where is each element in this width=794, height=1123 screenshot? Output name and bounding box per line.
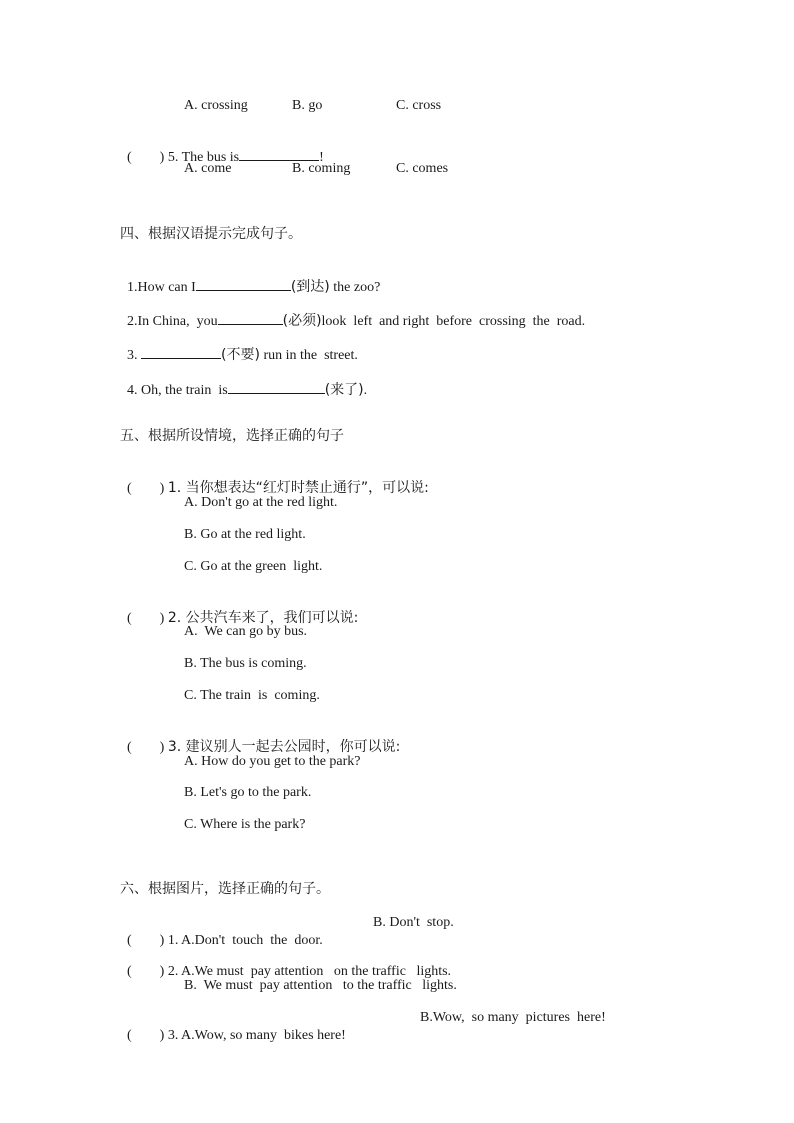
s5-q3-option-c: C. Where is the park? (184, 817, 306, 832)
s5-q2-option-a: A. We can go by bus. (184, 624, 308, 639)
section-5-title: 五、根据所设情境，选择正确的句子 (120, 428, 344, 444)
s5-q1-option-b: B. Go at the red light. (184, 527, 306, 542)
q5-option-b: B. coming (292, 161, 351, 176)
answer-paren[interactable]: ( ) (127, 611, 165, 626)
item-text: . (363, 383, 368, 398)
answer-paren[interactable]: ( ) (127, 933, 165, 948)
item-text: 1.How can I (127, 280, 196, 295)
s4-item-4 (120, 362, 367, 400)
option-a: 2. A.We must pay attention on the traffic lights. (167, 964, 452, 979)
question-text: 1. 当你想表达“红灯时禁止通行”，可以说: (167, 480, 429, 496)
q4-option-c: C. cross (396, 98, 442, 113)
s5-q1-option-c: C. Go at the green light. (184, 559, 323, 574)
s5-q2-option-c: C. The train is coming. (184, 688, 320, 703)
question-text: 2. 公共汽车来了，我们可以说: (167, 610, 359, 626)
q4-option-b: B. go (292, 98, 323, 113)
s4-item-2 (120, 293, 585, 331)
item-text: 2.In China, you (127, 314, 218, 329)
answer-paren[interactable]: ( ) (127, 964, 165, 979)
s6-q3 (120, 1009, 346, 1045)
hint: (不要) (221, 347, 260, 363)
item-text: 4. Oh, the train is (127, 383, 228, 398)
section-6-title: 六、根据图片，选择正确的句子。 (120, 881, 330, 897)
s5-q3-option-a: A. How do you get to the park? (184, 754, 361, 769)
fill-blank[interactable] (218, 311, 283, 325)
section-4-title: 四、根据汉语提示完成句子。 (120, 226, 302, 242)
item-text: 3. (127, 348, 141, 363)
item-text: the zoo? (329, 280, 381, 295)
fill-blank[interactable] (239, 147, 319, 161)
s5-q3-stem (120, 720, 400, 757)
option-a: 3. A.Wow, so many bikes here! (167, 1028, 346, 1043)
question-text: 3. 建议别人一起去公园时，你可以说: (167, 739, 401, 755)
option-a: 1. A.Don't touch the door. (167, 933, 323, 948)
fill-blank[interactable] (228, 380, 325, 394)
fill-blank[interactable] (196, 277, 291, 291)
s6-q2-option-b: B. We must pay attention to the traffic lights. (184, 978, 457, 993)
s5-q1-option-a: A. Don't go at the red light. (184, 495, 338, 510)
s4-item-3 (120, 327, 358, 365)
hint: (来了) (324, 382, 364, 398)
q5-end: ! (319, 150, 324, 165)
fill-blank[interactable] (141, 345, 221, 359)
q5-number: 5. (167, 150, 179, 165)
answer-paren[interactable]: ( ) (127, 150, 165, 165)
q5-option-a: A. come (184, 161, 232, 176)
q5-option-c: C. comes (396, 161, 449, 176)
item-text: look left and right before crossing the road. (321, 314, 586, 329)
hint: (必须) (282, 313, 322, 329)
s6-q2 (120, 945, 451, 981)
hint: (到达) (290, 279, 330, 295)
q4-option-a: A. crossing (184, 98, 248, 113)
s6-q3-option-b: B.Wow, so many pictures here! (420, 1010, 606, 1025)
answer-paren[interactable]: ( ) (127, 740, 165, 755)
s4-item-1 (120, 259, 380, 297)
answer-paren[interactable]: ( ) (127, 481, 165, 496)
item-text: run in the street. (259, 348, 358, 363)
answer-paren[interactable]: ( ) (127, 1028, 165, 1043)
s5-q1-stem (120, 461, 429, 498)
s5-q2-option-b: B. The bus is coming. (184, 656, 307, 671)
s6-q1-option-b: B. Don't stop. (373, 915, 454, 930)
q5-text: The bus is (181, 150, 240, 165)
s5-q3-option-b: B. Let's go to the park. (184, 785, 312, 800)
